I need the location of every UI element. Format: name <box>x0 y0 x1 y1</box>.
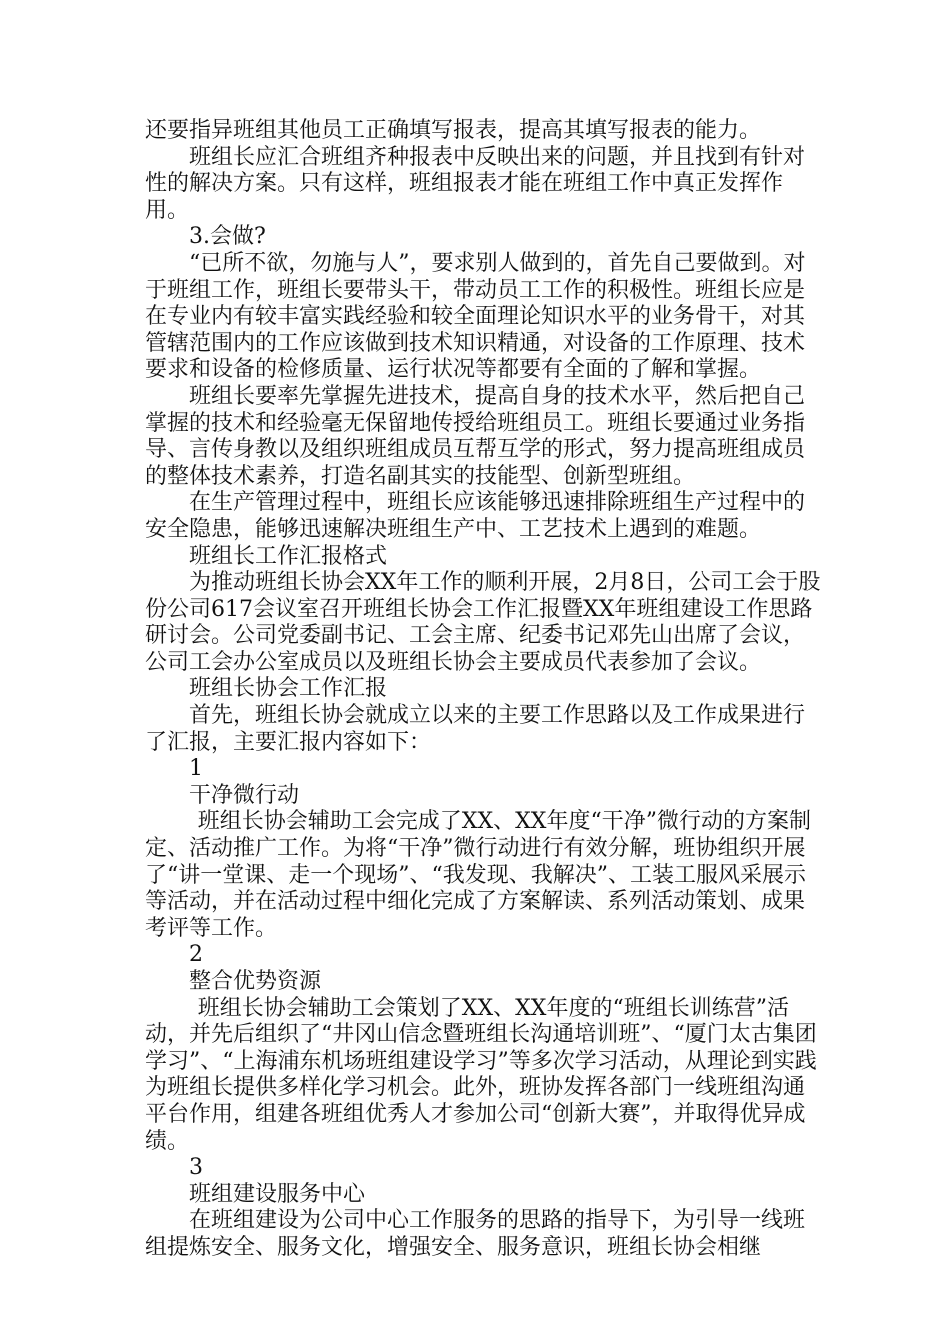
item-number: 3 <box>189 1155 203 1181</box>
paragraph: “已所不欲，勿施与人”，要求别人做到的，首先自己要做到。对于班组工作，班组长要带头干，带动员工工作的积极性。班组长应是在专业内有较丰富实践经验和较全面理论知识水平的业务骨干，对其管辖范围内的工作应该做到技术知识精通，对设备的工作原理、技术要求和设备的检修质量、运行状况等都要有全面的了解和掌握。 <box>145 250 806 383</box>
paragraph: 班组长协会辅助工会完成了XX、XX年度“干净”微行动的方案制定、活动推广工作。为将“干净”微行动进行有效分解，班协组织开展了“讲一堂课、走一个现场”、“我发现、我解决”、工装工服风采展示等活动，并在活动过程中细化完成了方案解读、系列活动策划、成果考评等工作。 <box>145 809 811 941</box>
paragraph: 班组长应汇合班组齐种报表中反映出来的问题，并且找到有针对性的解决方案。只有这样，班组报表才能在班组工作中真正发挥作用。 <box>145 144 806 223</box>
paragraph: 在生产管理过程中，班组长应该能够迅速排除班组生产过程中的安全隐患，能够迅速解决班组生产中、工艺技术上遇到的难题。 <box>145 490 806 542</box>
paragraph: 为推动班组长协会XX年工作的顺利开展，2月8日，公司工会于股份公司617会议室召开班组长协会工作汇报暨XX年班组建设工作思路研讨会。公司党委副书记、工会主席、纪委书记邓先山出席了会议，公司工会办公室成员以及班组长协会主要成员代表参加了会议。 <box>145 570 821 675</box>
paragraph: 班组长要率先掌握先进技术，提高自身的技术水平，然后把自己掌握的技术和经验毫无保留地传授给班组员工。班组长要通过业务指导、言传身教以及组织班组成员互帮互学的形式，努力提高班组成员的整体技术素养，打造名副其实的技能型、创新型班组。 <box>145 383 806 489</box>
item-title: 班组建设服务中心 <box>189 1181 366 1207</box>
paragraph: 首先，班组长协会就成立以来的主要工作思路以及工作成果进行了汇报，主要汇报内容如下： <box>145 703 806 755</box>
section-heading: 班组长工作汇报格式 <box>189 543 388 569</box>
item-number: 2 <box>189 942 203 968</box>
section-heading: 班组长协会工作汇报 <box>189 676 388 702</box>
section-heading: 3.会做? <box>189 224 266 250</box>
paragraph: 在班组建设为公司中心工作服务的思路的指导下，为引导一线班组提炼安全、服务文化，增强安全、服务意识，班组长协会相继 <box>145 1208 806 1260</box>
item-title: 整合优势资源 <box>189 969 322 994</box>
item-title: 干净微行动 <box>189 782 300 808</box>
document-body <box>145 118 825 1262</box>
item-number: 1 <box>189 756 203 782</box>
paragraph: 班组长协会辅助工会策划了XX、XX年度的“班组长训练营”活动，并先后组织了“井冈山信念暨班组长沟通培训班”、“厦门太古集团学习”、“上海浦东机场班组建设学习”等多次学习活动，从理论到实践为班组长提供多样化学习机会。此外，班协发挥各部门一线班组沟通平台作用，组建各班组优秀人才参加公司“创新大赛”，并取得优异成绩。 <box>145 995 817 1154</box>
paragraph: 还要指异班组其他员工正确填写报表，提高其填写报表的能力。 <box>145 118 762 143</box>
